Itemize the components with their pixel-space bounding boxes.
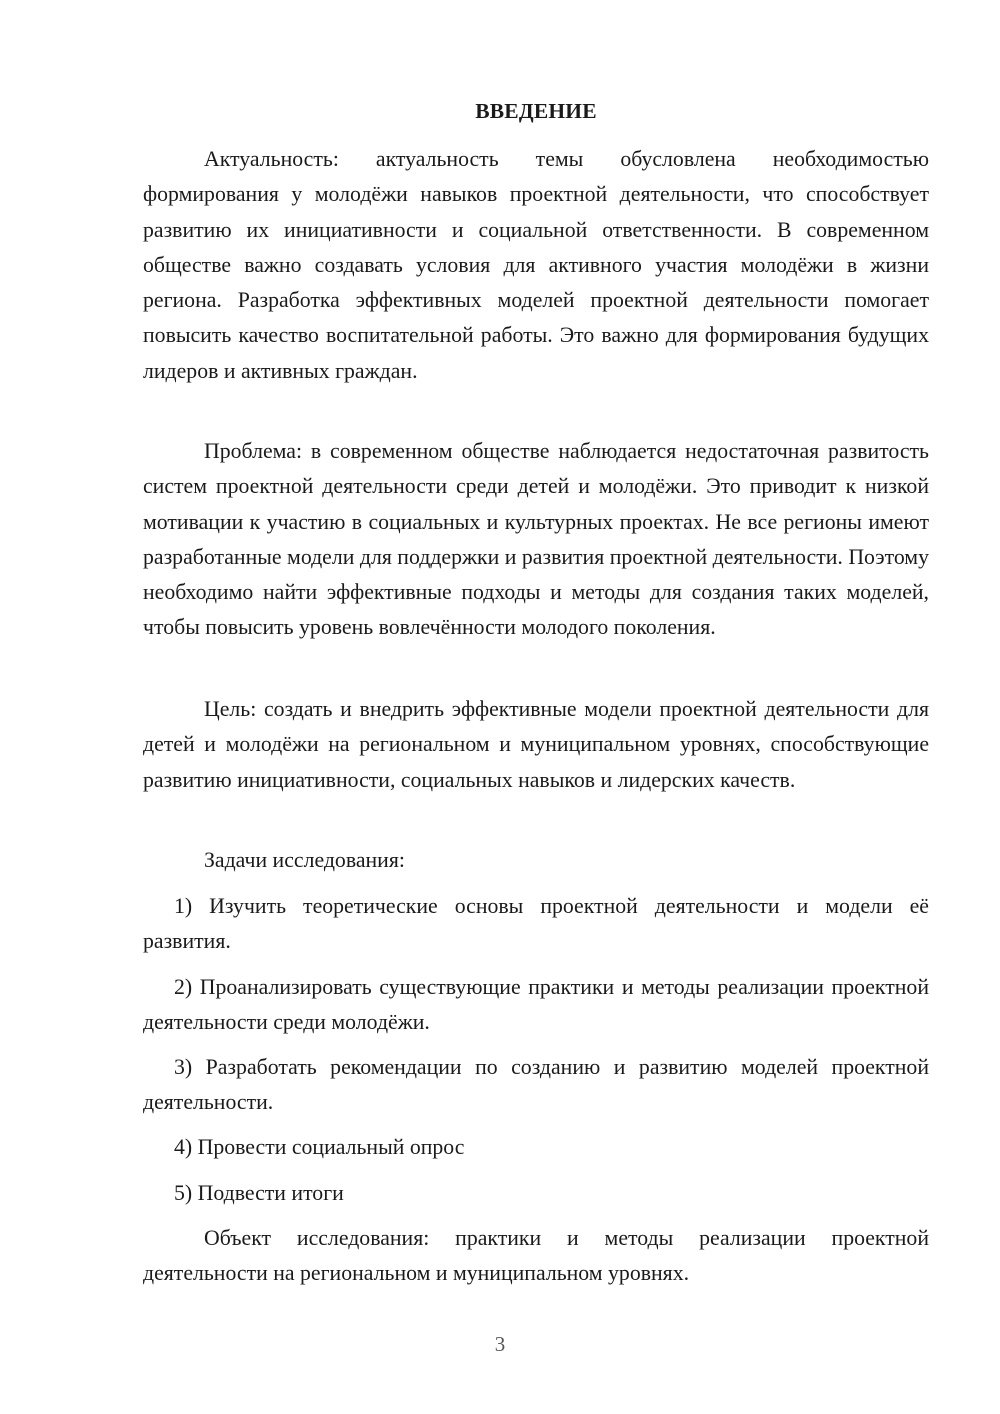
task-item-3: 3) Разработать рекомендации по созданию и развитию моделей проектной деятельности. xyxy=(143,1055,929,1115)
paragraph-object: Объект исследования: практики и методы реализации проектной деятельности на региональном и муниципальном уровнях. xyxy=(143,1226,929,1286)
section-title: ВВЕДЕНИЕ xyxy=(475,99,597,123)
paragraph-problem: Проблема: в современном обществе наблюдается недостаточная развитость систем проектной деятельности среди детей и молодёжи. Это приводит к низкой мотивации к участию в социальных и культурных проектах. Не все регионы имеют разработанные модели для поддержки и развития проектной деятельности. Поэтому необходимо найти эффективные подходы и методы для создания таких моделей, чтобы повысить уровень вовлечённости молодого поколения. xyxy=(143,439,929,640)
paragraph-tasks-heading: Задачи исследования: xyxy=(204,848,405,872)
paragraph-goal: Цель: создать и внедрить эффективные модели проектной деятельности для детей и молодёжи на региональном и муниципальном уровнях, способствующие развитию инициативности, социальных навыков и лидерских качеств. xyxy=(143,697,929,792)
task-item-2: 2) Проанализировать существующие практики и методы реализации проектной деятельности среди молодёжи. xyxy=(143,975,929,1035)
task-item-5: 5) Подвести итоги xyxy=(174,1181,344,1205)
paragraph-relevance: Актуальность: актуальность темы обусловлена необходимостью формирования у молодёжи навыков проектной деятельности, что способствует развитию их инициативности и социальной ответственности. В современном обществе важно создавать условия для активного участия молодёжи в жизни региона. Разработка эффективных моделей проектной деятельности помогает повысить качество воспитательной работы. Это важно для формирования будущих лидеров и активных граждан. xyxy=(143,147,929,383)
page-number: 3 xyxy=(494,1332,506,1356)
task-item-4: 4) Провести социальный опрос xyxy=(174,1135,465,1159)
task-item-1: 1) Изучить теоретические основы проектной деятельности и модели её развития. xyxy=(143,894,929,954)
